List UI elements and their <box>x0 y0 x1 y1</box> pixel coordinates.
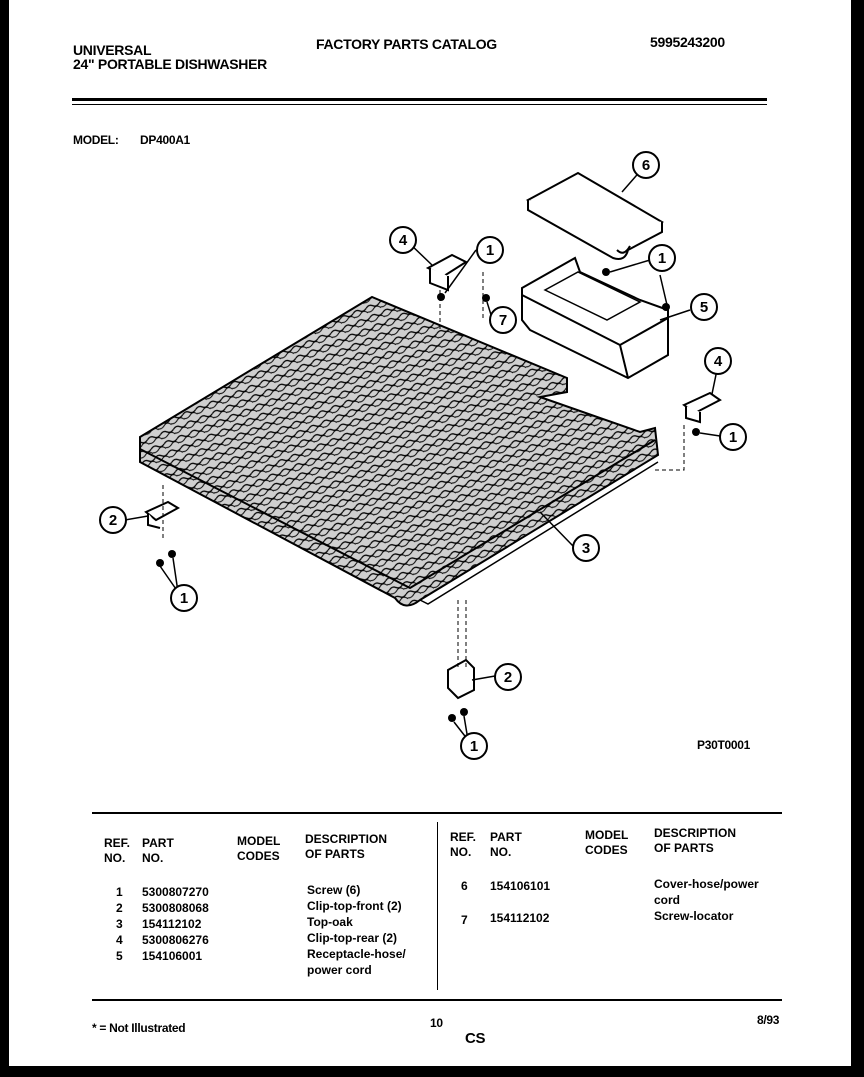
table-cell-desc: Screw-locator <box>654 909 734 923</box>
header-part-no-left: PART NO. <box>142 836 174 865</box>
diagram-code: P30T0001 <box>697 738 750 752</box>
footnote: * = Not Illustrated <box>92 1021 186 1035</box>
part-column-left <box>142 884 209 964</box>
desc-column-left <box>307 882 427 978</box>
header-part-no-right: PART NO. <box>490 830 522 859</box>
table-cell-part: 5300808068 <box>142 901 209 915</box>
header-description-left: DESCRIPTION OF PARTS <box>305 832 388 861</box>
header-model-codes-left: MODEL CODES <box>237 834 281 863</box>
header-model-codes-right: MODEL CODES <box>585 828 629 857</box>
table-top-rule <box>92 812 782 814</box>
table-cell-part: 5300807270 <box>142 885 209 899</box>
catalog-date: 8/93 <box>757 1013 780 1027</box>
page-number: 10 <box>430 1016 443 1030</box>
table-cell-desc: Clip-top-rear (2) <box>307 931 397 945</box>
callout-1: 1 <box>469 738 479 755</box>
model-label: MODEL: <box>73 133 119 147</box>
table-cell-ref: 2 <box>116 901 123 915</box>
table-divider <box>437 822 438 990</box>
header-ref-no-left: REF. NO. <box>104 836 131 865</box>
clip-top-front-left <box>146 502 178 528</box>
catalog-title: FACTORY PARTS CATALOG <box>316 36 497 52</box>
table-bottom-rule <box>92 999 782 1001</box>
callout-1: 1 <box>179 590 189 607</box>
hose-receptacle-part <box>522 258 668 378</box>
callout-2: 2 <box>503 669 513 686</box>
callout-7: 7 <box>498 312 508 329</box>
table-cell-desc <box>654 876 769 908</box>
callout-1: 1 <box>485 242 495 259</box>
brand-name: UNIVERSAL <box>73 42 152 58</box>
table-cell-part: 154112102 <box>490 911 550 925</box>
callout-1: 1 <box>728 429 738 446</box>
table-cell-ref: 4 <box>116 933 123 947</box>
table-cell-part: 154112102 <box>142 917 202 931</box>
callout-2: 2 <box>108 512 118 529</box>
product-name: 24" PORTABLE DISHWASHER <box>73 56 267 72</box>
catalog-number: 5995243200 <box>650 34 725 50</box>
table-cell-ref: 6 <box>461 879 468 893</box>
callout-1: 1 <box>657 250 667 267</box>
callout-3: 3 <box>581 540 591 557</box>
table-cell-ref: 7 <box>461 913 468 927</box>
initials: CS <box>465 1030 486 1047</box>
callout-4: 4 <box>713 353 723 370</box>
table-cell-desc: Receptacle-hose/ power cord <box>307 947 406 977</box>
callout-5: 5 <box>699 299 709 316</box>
clip-top-rear-right <box>684 393 720 422</box>
table-cell-desc: Screw (6) <box>307 883 361 897</box>
callout-4: 4 <box>398 232 408 249</box>
ref-column-left <box>116 884 123 964</box>
table-cell-ref: 1 <box>116 885 123 899</box>
table-cell-part: 154106101 <box>490 879 551 893</box>
table-cell-desc: Top-oak <box>307 915 353 929</box>
table-cell-ref: 5 <box>116 949 123 963</box>
header-ref-no-right: REF. NO. <box>450 830 477 859</box>
header-description-right: DESCRIPTION OF PARTS <box>654 826 737 855</box>
table-cell-part: 154106001 <box>142 949 203 963</box>
callout-6: 6 <box>641 157 651 174</box>
clip-top-front-bottom <box>448 660 474 698</box>
model-value: DP400A1 <box>140 133 190 147</box>
table-cell-part: 5300806276 <box>142 933 209 947</box>
table-cell-desc: Clip-top-front (2) <box>307 899 402 913</box>
desc-text: Cover-hose/power cord <box>654 877 759 907</box>
table-cell-ref: 3 <box>116 917 123 931</box>
hose-cover-part <box>528 173 662 259</box>
